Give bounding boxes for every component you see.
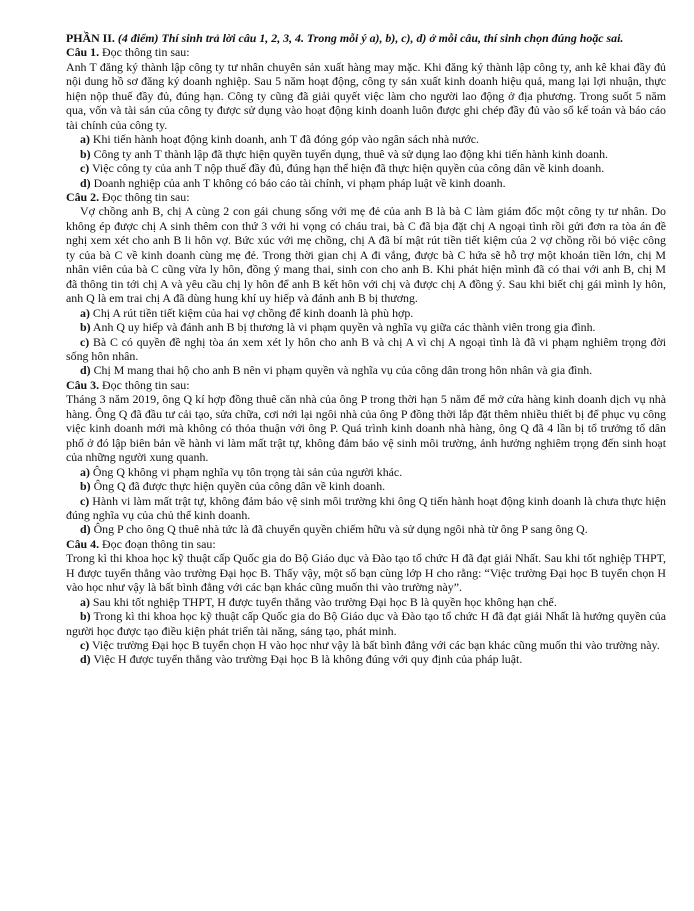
question-1-label: Câu 1. bbox=[66, 45, 100, 60]
question-1-item-a bbox=[66, 132, 666, 146]
question-3-label: Câu 3. bbox=[66, 377, 100, 392]
part-heading bbox=[66, 31, 666, 45]
part-label: PHẦN II. bbox=[66, 31, 115, 45]
question-4-item-c bbox=[66, 638, 666, 652]
item-label: b) bbox=[80, 320, 91, 335]
question-1-item-b bbox=[66, 147, 666, 161]
question-2-item-d bbox=[66, 363, 666, 377]
question-4-item-a bbox=[66, 595, 666, 609]
question-3-item-a bbox=[66, 465, 666, 479]
question-3-passage: Tháng 3 năm 2019, ông Q kí hợp đồng thuê căn nhà của ông P trong thời hạn 5 năm để mở cửa hàng kinh doanh dịch vụ nhà hàng. Ông Q đã đầu tư cải tạo, sửa chữa, cơi nới lại ngôi nhà của ông P đồng thời lắp đặt thêm nhiều thiết bị để phục vụ công việc kinh doanh mới mà không có thỏa thuận với ông P. Quá trình kinh doanh nhà hàng, ông Q đã 4 lần bị tổ trưởng tổ dân phố ở đó lập biên bản về hành vi làm mất trật tự, không đảm bảo vệ sinh môi trường, ảnh hưởng nghiêm trọng đến sinh hoạt của những người xung quanh. bbox=[66, 392, 666, 465]
item-text: Ông P cho ông Q thuê nhà tức là đã chuyển quyền chiếm hữu và sử dụng ngôi nhà từ ông P sang ông Q. bbox=[93, 522, 588, 537]
part-instructions: (4 điểm) Thí sinh trả lời câu 1, 2, 3, 4. Trong mỗi ý a), b), c), d) ở mỗi câu, thí sinh chọn đúng hoặc sai. bbox=[117, 31, 624, 45]
question-3-intro: Đọc thông tin sau: bbox=[102, 377, 190, 392]
question-3-item-d bbox=[66, 522, 666, 536]
question-1-item-d bbox=[66, 176, 666, 190]
question-3-item-b bbox=[66, 479, 666, 493]
item-label: c) bbox=[80, 161, 90, 176]
item-label: a) bbox=[80, 132, 90, 147]
question-1-title bbox=[66, 45, 666, 59]
question-2-intro: Đọc thông tin sau: bbox=[102, 189, 190, 204]
question-3-title bbox=[66, 378, 666, 392]
item-text: Ông Q không vi phạm nghĩa vụ tôn trọng tài sản của người khác. bbox=[92, 464, 403, 479]
item-text: Chị A rút tiền tiết kiệm của hai vợ chồng để kinh doanh là phù hợp. bbox=[92, 305, 414, 320]
item-text: Bà C có quyền đề nghị tòa án xem xét ly hôn cho anh B và chị A vì chị A ngoại tình là đã vi phạm nghiêm trọng đời sống hôn nhân. bbox=[66, 334, 666, 363]
item-text: Sau khi tốt nghiệp THPT, H được tuyển thẳng vào trường Đại học B là quyền học không hạn chế. bbox=[92, 594, 557, 609]
question-2-item-a bbox=[66, 306, 666, 320]
item-text: Việc H được tuyển thẳng vào trường Đại học B là không đúng với quy định của pháp luật. bbox=[93, 652, 523, 667]
item-text: Doanh nghiệp của anh T không có báo cáo tài chính, vi phạm pháp luật về kinh doanh. bbox=[93, 175, 506, 190]
item-label: c) bbox=[80, 493, 90, 508]
question-4-item-b bbox=[66, 609, 666, 638]
item-label: a) bbox=[80, 305, 90, 320]
item-text: Việc công ty của anh T nộp thuế đầy đủ, đúng hạn thể hiện đã thực hiện quyền của công dân về kinh doanh. bbox=[92, 161, 605, 176]
question-4-intro: Đọc đoạn thông tin sau: bbox=[102, 536, 216, 551]
question-4-passage: Trong kì thi khoa học kỹ thuật cấp Quốc gia do Bộ Giáo dục và Đào tạo tổ chức H đã đạt giải Nhất. Sau khi tốt nghiệp THPT, H được tuyển thẳng vào trường Đại học B. Thấy vậy, một số bạn cùng lớp H cho rằng: “Việc trường Đại học B tuyển chọn H vào học như vậy là bất bình đẳng với các bạn khác cũng muốn thi vào trường này”. bbox=[66, 551, 666, 595]
item-text: Ông Q đã được thực hiện quyền của công dân về kinh doanh. bbox=[93, 479, 386, 494]
question-1-intro: Đọc thông tin sau: bbox=[102, 45, 190, 60]
question-4-label: Câu 4. bbox=[66, 536, 100, 551]
item-text: Trong kì thi khoa học kỹ thuật cấp Quốc gia do Bộ Giáo dục và Đào tạo tổ chức H đã đạt giải Nhất là hướng quyền của người học được tạo điều kiện phát triển tài năng, sáng tạo, phát minh. bbox=[66, 609, 666, 638]
item-text: Hành vi làm mất trật tự, không đảm bảo vệ sinh môi trường khi ông Q tiến hành hoạt động kinh doanh là chưa thực hiện đúng nghĩa vụ của chủ thể kinh doanh. bbox=[66, 493, 666, 522]
item-text: Việc trường Đại học B tuyển chọn H vào học như vậy là bất bình đẳng với các bạn khác cũng muốn thi vào trường này. bbox=[92, 638, 660, 653]
item-label: a) bbox=[80, 464, 90, 479]
item-label: b) bbox=[80, 146, 91, 161]
item-label: b) bbox=[80, 479, 91, 494]
question-2-passage: Vợ chồng anh B, chị A cùng 2 con gái chung sống với mẹ đẻ của anh B là bà C làm giám đốc một công ty tư nhân. Do không ép được chị A sinh thêm con thứ 3 với hi vọng có cháu trai, bà C đã bịa đặt chị A ngoại tình rồi gửi đơn ra tòa án đề nghị xem xét cho anh B li hôn vợ. Bức xúc với mẹ chồng, chị A đã bí mật rút tiền tiết kiệm của 2 vợ chồng rồi bỏ việc công ty của bà C về kinh doanh cùng mẹ đẻ. Trong thời gian chị A đi vắng, được bà C hứa sẽ hỗ trợ một khoản tiền lớn, chị M nhân viên của bà C cũng vừa ly hôn, đồng ý mang thai, sinh con cho anh B. Khi phát hiện mình đã có thai với anh B, chị M đã thông tin tới chị A và yêu cầu chị ly hôn để anh B kết hôn với chị và được chị A đồng ý. Sau khi biết chị gái mình ly hôn, anh Q là em trai chị A đã dùng hung khí uy hiếp và đánh anh B bị thương. bbox=[66, 204, 666, 306]
item-text: Khi tiến hành hoạt động kinh doanh, anh T đã đóng góp vào ngân sách nhà nước. bbox=[92, 132, 480, 147]
question-1-passage: Anh T đăng ký thành lập công ty tư nhân chuyên sản xuất hàng may mặc. Khi đăng ký thành lập công ty, anh kê khai đầy đủ nội dung hồ sơ đăng ký doanh nghiệp. Sau 5 năm hoạt động, công ty sản xuất kinh doanh hiệu quả, mang lại lợi nhuận, thực hiện nộp thuế đầy đủ, đúng hạn. Công ty cũng đã giải quyết việc làm cho người lao động ở địa phương. Trong suốt 5 năm qua, vốn và tài sản của công ty được sử dụng vào hoạt động kinh doanh luôn được ghi chép đầy đủ vào sổ kế toán và báo cáo tài chính của công ty. bbox=[66, 59, 666, 132]
item-label: a) bbox=[80, 594, 90, 609]
item-text: Anh Q uy hiếp và đánh anh B bị thương là vi phạm quyền và nghĩa vụ giữa các thành viên trong gia đình. bbox=[92, 320, 596, 335]
question-2-item-c bbox=[66, 335, 666, 364]
item-label: d) bbox=[80, 175, 91, 190]
item-label: d) bbox=[80, 522, 91, 537]
item-label: d) bbox=[80, 363, 91, 378]
question-2-item-b bbox=[66, 320, 666, 334]
item-label: b) bbox=[80, 609, 91, 624]
item-label: d) bbox=[80, 652, 91, 667]
question-3-item-c bbox=[66, 494, 666, 523]
question-1-item-c bbox=[66, 161, 666, 175]
item-text: Chị M mang thai hộ cho anh B nên vi phạm quyền và nghĩa vụ của công dân trong hôn nhân và gia đình. bbox=[93, 363, 593, 378]
item-label: c) bbox=[80, 334, 90, 349]
item-label: c) bbox=[80, 638, 90, 653]
question-2-title bbox=[66, 190, 666, 204]
question-2-label: Câu 2. bbox=[66, 189, 100, 204]
question-4-title bbox=[66, 537, 666, 551]
item-text: Công ty anh T thành lập đã thực hiện quyền tuyển dụng, thuê và sử dụng lao động khi tiến hành kinh doanh. bbox=[93, 146, 608, 161]
question-4-item-d bbox=[66, 652, 666, 666]
